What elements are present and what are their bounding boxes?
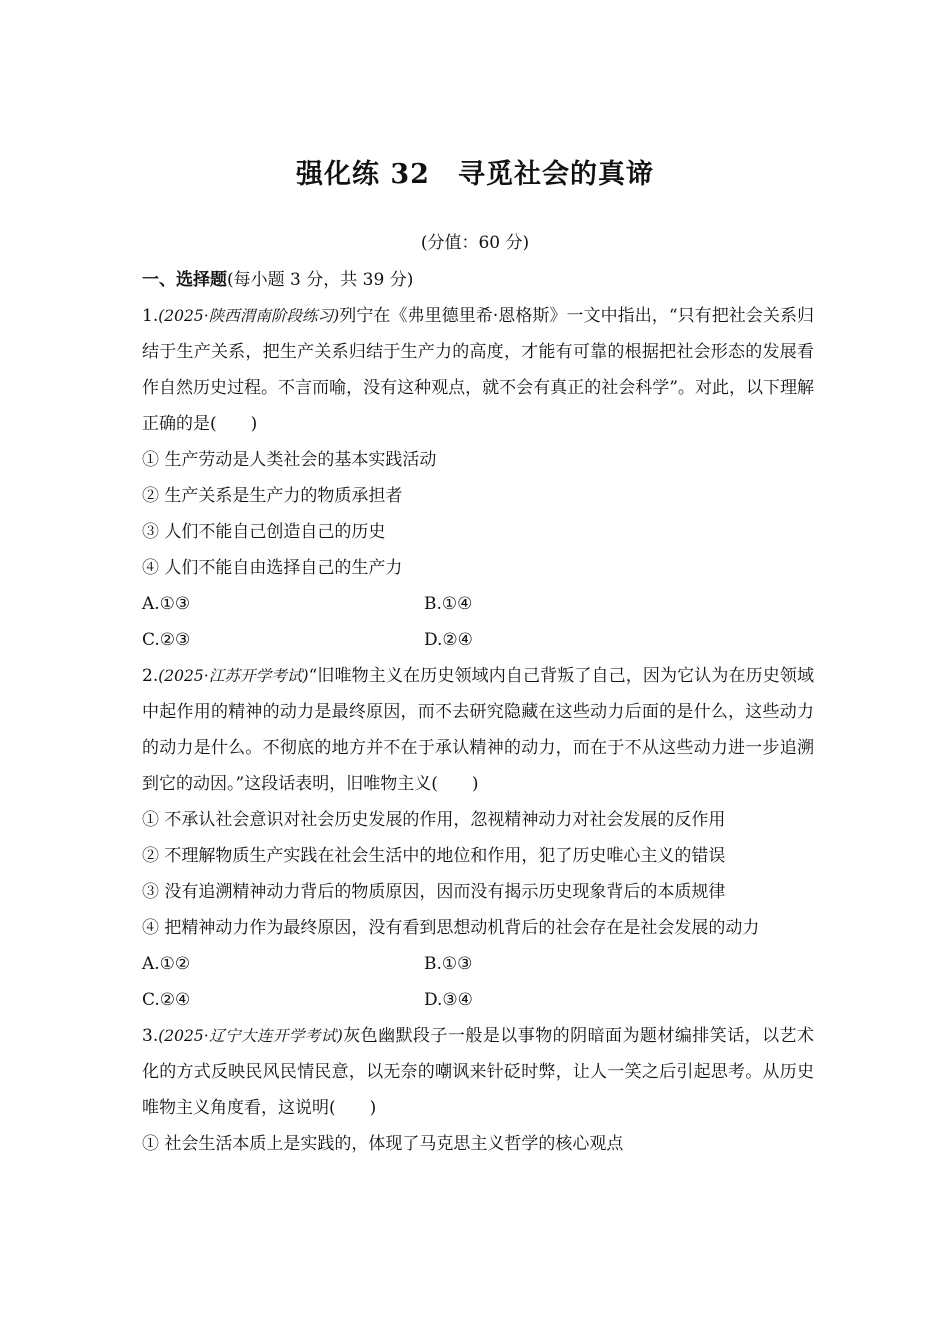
option-a: A.①③ — [142, 594, 191, 614]
statement: ③ 没有追溯精神动力背后的物质原因，因而没有揭示历史现象背后的本质规律 — [142, 882, 726, 902]
question-number: 1. — [142, 306, 159, 326]
question-source: (2025·江苏开学考试) — [158, 667, 309, 685]
statement: ④ 人们不能自由选择自己的生产力 — [142, 558, 403, 578]
question-3 — [142, 1018, 814, 1162]
question-stem — [142, 298, 814, 442]
section-label: 一、选择题 — [142, 270, 227, 290]
statement: ④ 把精神动力作为最终原因，没有看到思想动机背后的社会存在是社会发展的动力 — [142, 918, 760, 938]
statement: ① 社会生活本质上是实践的，体现了马克思主义哲学的核心观点 — [142, 1134, 624, 1154]
option-b: B.①③ — [424, 954, 473, 974]
question-source: (2025·陕西渭南阶段练习) — [158, 307, 340, 325]
question-1 — [142, 298, 814, 658]
option-c: C.②③ — [142, 630, 191, 650]
statement: ② 不理解物质生产实践在社会生活中的地位和作用，犯了历史唯心主义的错误 — [142, 846, 726, 866]
options-row — [142, 982, 814, 1018]
question-text: 灰色幽默段子一般是以事物的阴暗面为题材编排笑话，以艺术化的方式反映民风民情民意，以无奈的嘲讽来针砭时弊，让人一笑之后引起思考。从历史唯物主义角度看，这说明( ) — [142, 1026, 815, 1118]
statement: ① 不承认社会意识对社会历史发展的作用，忽视精神动力对社会发展的反作用 — [142, 810, 726, 830]
option-d: D.②④ — [424, 630, 473, 650]
options-row — [142, 946, 814, 982]
options-row — [142, 586, 814, 622]
statement: ① 生产劳动是人类社会的基本实践活动 — [142, 450, 437, 470]
question-text: “旧唯物主义在历史领域内自己背叛了自己，因为它认为在历史领域中起作用的精神的动力是最终原因，而不去研究隐藏在这些动力后面的是什么，这些动力的动力是什么。不彻底的地方并不在于承认精神的动力，而在于不从这些动力进一步追溯到它的动因。”这段话表明，旧唯物主义( ) — [142, 666, 814, 794]
option-b: B.①④ — [424, 594, 473, 614]
statement: ② 生产关系是生产力的物质承担者 — [142, 486, 403, 506]
question-source: (2025·辽宁大连开学考试) — [158, 1027, 343, 1045]
statement: ③ 人们不能自己创造自己的历史 — [142, 522, 386, 542]
question-stem — [142, 658, 814, 802]
question-stem — [142, 1018, 814, 1126]
question-number: 3. — [142, 1026, 159, 1046]
content-body — [142, 262, 814, 1162]
option-d: D.③④ — [424, 990, 473, 1010]
question-text: 列宁在《弗里德里希·恩格斯》一文中指出，“只有把社会关系归结于生产关系，把生产关系归结于生产力的高度，才能有可靠的根据把社会形态的发展看作自然历史过程。不言而喻，没有这种观点，就不会有真正的社会科学”。对此，以下理解正确的是( ) — [142, 306, 815, 434]
option-c: C.②④ — [142, 990, 191, 1010]
question-2 — [142, 658, 814, 1018]
page-title: 强化练 32 寻觅社会的真谛 — [296, 159, 654, 190]
question-number: 2. — [142, 666, 159, 686]
option-a: A.①② — [142, 954, 191, 974]
section-heading — [142, 262, 814, 298]
section-note: (每小题 3 分，共 39 分) — [227, 270, 414, 290]
score-note: (分值：60 分) — [420, 233, 530, 253]
options-row — [142, 622, 814, 658]
